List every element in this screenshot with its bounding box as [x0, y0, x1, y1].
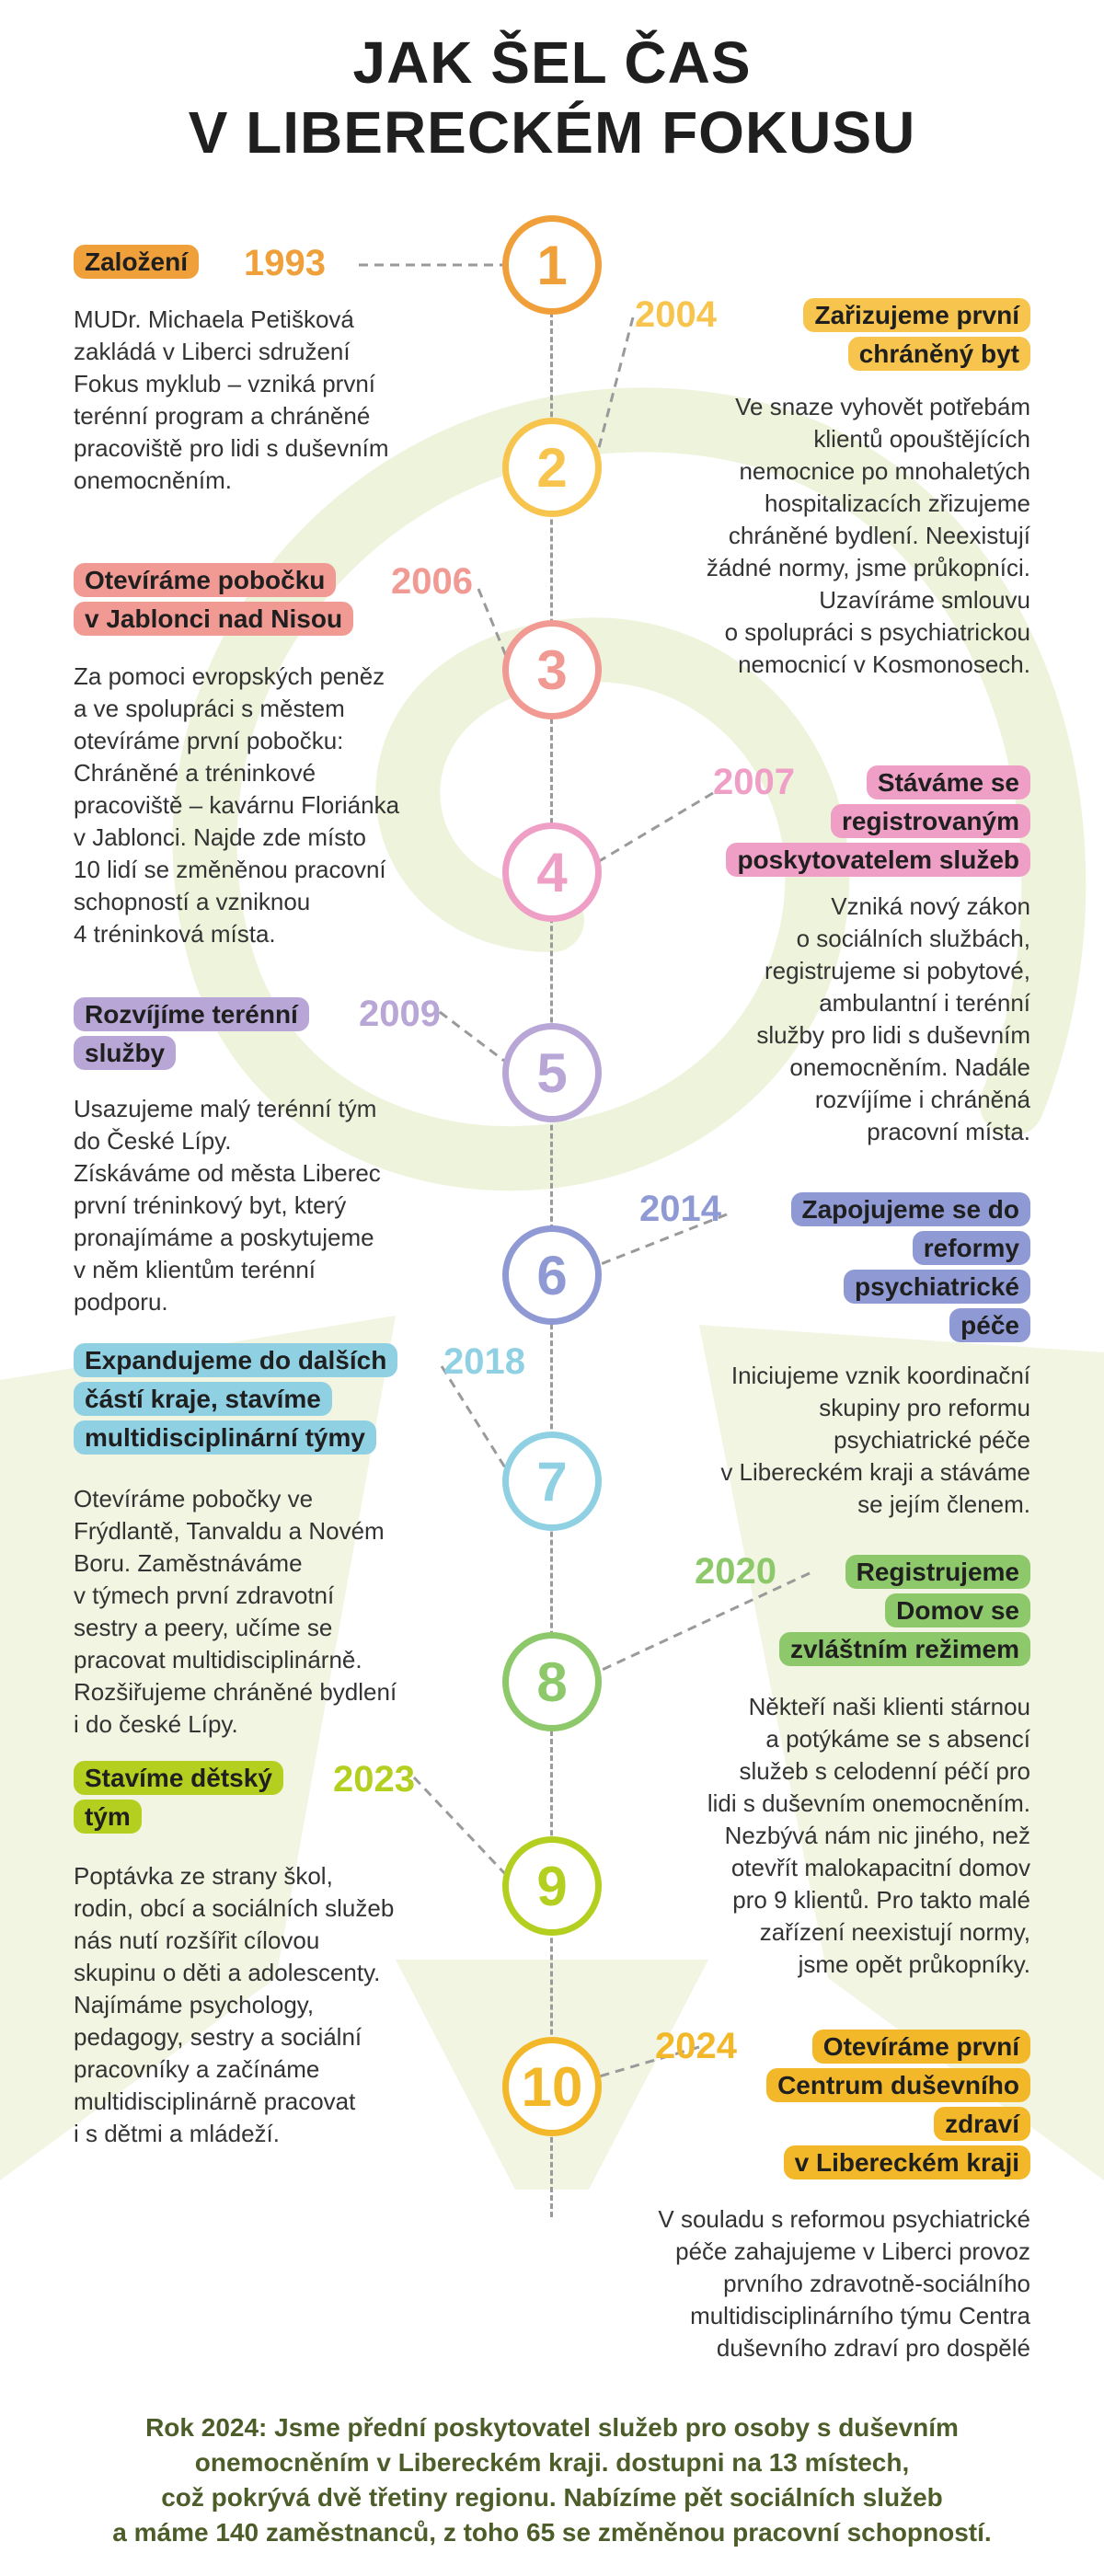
description-line: Iniciujeme vznik koordinační	[730, 1362, 1030, 1389]
milestone-circle: 5	[502, 1023, 602, 1122]
milestone-badge-line	[779, 1553, 1030, 1592]
milestone-badge-text: registrovaným	[831, 804, 1030, 838]
milestone-badge-text: Domov se	[885, 1593, 1030, 1627]
milestone-badge-line	[726, 841, 1030, 880]
milestone-badge-line	[791, 1229, 1031, 1268]
description-line: v něm klientům terénní	[74, 1256, 316, 1283]
description-line: otevřít malokapacitní domov	[730, 1854, 1030, 1881]
milestone-description	[707, 1691, 1030, 1981]
footer-line: onemocněním v Libereckém kraji. dostupni na 13 místech,	[194, 2448, 910, 2477]
description-line: ambulantní i terénní	[819, 989, 1030, 1017]
milestone-badge	[726, 764, 1030, 880]
description-line: onemocněním. Nadále	[789, 1053, 1030, 1081]
milestone-badge	[74, 1759, 283, 1836]
description-line: sestry a peery, učíme se	[74, 1614, 333, 1641]
description-line: pracovníky a začínáme	[74, 2055, 320, 2083]
description-line: o spolupráci s psychiatrickou	[724, 618, 1030, 646]
milestone-badge-text: tým	[74, 1800, 142, 1834]
milestone-badge-text: chráněný byt	[848, 337, 1030, 371]
description-line: pracovní místa.	[867, 1118, 1030, 1145]
milestone-badge	[779, 1553, 1030, 1669]
milestone-badge-line	[726, 764, 1030, 802]
milestone-circle: 4	[502, 822, 602, 922]
milestone-badge-text: reformy	[913, 1231, 1030, 1265]
description-line: V souladu s reformou psychiatrické	[658, 2205, 1030, 2233]
description-line: Usazujeme malý terénní tým	[74, 1095, 377, 1122]
milestone-connector	[478, 589, 508, 661]
description-line: v Libereckém kraji a stáváme	[720, 1458, 1030, 1486]
description-line: hospitalizacích zřizujeme	[764, 489, 1030, 517]
milestone-badge-text: Registrujeme	[845, 1555, 1030, 1589]
footer-line: což pokrývá dvě třetiny regionu. Nabízíme pět sociálních služeb	[161, 2483, 943, 2512]
description-line: Fokus myklub – vzniká první	[74, 370, 376, 397]
milestone-badge-line	[74, 600, 353, 638]
description-line: rodin, obcí a sociálních služeb	[74, 1894, 395, 1922]
title-line-1: JAK ŠEL ČAS	[352, 29, 752, 96]
description-line: Vzniká nový zákon	[831, 892, 1030, 920]
description-line: Boru. Zaměstnáváme	[74, 1549, 303, 1577]
milestone-year: 2009	[359, 994, 441, 1034]
milestone-badge-text: Stavíme dětský	[74, 1761, 283, 1795]
milestone-badge-line	[803, 296, 1030, 335]
milestone-year: 2004	[635, 294, 717, 335]
milestone-year: 2007	[713, 762, 795, 802]
milestone-badge-text: zdraví	[934, 2107, 1030, 2141]
milestone-circle: 10	[502, 2037, 602, 2136]
milestone-description	[74, 304, 388, 497]
milestone-badge-line	[791, 1190, 1031, 1229]
milestone-connector	[414, 1777, 508, 1877]
milestone-description	[707, 391, 1030, 681]
milestone-badge-line	[779, 1592, 1030, 1630]
description-line: i do české Lípy.	[74, 1710, 238, 1738]
description-line: Za pomoci evropských peněz	[74, 662, 385, 690]
milestone-badge-text: Expandujeme do dalších	[74, 1343, 397, 1377]
milestone-badge-text: Založení	[74, 245, 199, 279]
milestone-badge	[74, 995, 309, 1073]
milestone-badge-text: částí kraje, stavíme	[74, 1382, 332, 1416]
milestone-badge	[74, 243, 199, 282]
milestone-badge	[766, 2028, 1030, 2182]
description-line: Poptávka ze strany škol,	[74, 1862, 333, 1890]
milestone-circle: 6	[502, 1225, 602, 1325]
description-line: terénní program a chráněné	[74, 402, 371, 430]
milestone-badge-line	[74, 1798, 283, 1836]
description-line: Najímáme psychology,	[74, 1991, 315, 2018]
milestone-badge-line	[766, 2066, 1030, 2105]
description-line: jsme opět průkopníky.	[798, 1950, 1030, 1978]
milestone-badge-line	[766, 2028, 1030, 2066]
milestone-description	[756, 891, 1030, 1148]
description-line: služby pro lidi s duševním	[756, 1021, 1030, 1049]
milestone-badge-text: Centrum duševního	[766, 2068, 1030, 2102]
description-line: klientů opouštějících	[813, 425, 1030, 453]
description-line: otevíráme první pobočku:	[74, 727, 344, 754]
milestone-circle: 3	[502, 620, 602, 719]
milestone-description	[74, 1860, 394, 2150]
description-line: pedagogy, sestry a sociální	[74, 2023, 362, 2051]
description-line: zakládá v Liberci sdružení	[74, 338, 351, 365]
footer-line: a máme 140 zaměstnanců, z toho 65 se změněnou pracovní schopností.	[112, 2518, 992, 2547]
description-line: skupiny pro reformu	[819, 1394, 1030, 1421]
milestone-badge-text: zvláštním režimem	[779, 1632, 1030, 1666]
milestone-badge	[74, 1341, 397, 1457]
footer-line: Rok 2024: Jsme přední poskytovatel služeb pro osoby s duševním	[145, 2413, 959, 2442]
milestone-circle: 7	[502, 1432, 602, 1531]
description-line: multidisciplinárně pracovat	[74, 2087, 356, 2115]
description-line: schopností a vzniknou	[74, 888, 311, 915]
title-line-2: V LIBERECKÉM FOKUSU	[188, 99, 916, 166]
milestone-badge	[791, 1190, 1031, 1345]
milestone-badge-line	[766, 2105, 1030, 2144]
milestone-badge-text: Otevíráme pobočku	[74, 563, 336, 597]
milestone-badge-text: péče	[949, 1308, 1030, 1342]
milestone-year: 2014	[639, 1189, 721, 1229]
description-line: Někteří naši klienti stárnou	[748, 1693, 1030, 1720]
description-line: zařízení neexistují normy,	[759, 1918, 1030, 1946]
description-line: pracovat multidisciplinárně.	[74, 1646, 362, 1673]
description-line: péče zahajujeme v Liberci provoz	[675, 2237, 1030, 2265]
description-line: Uzavíráme smlouvu	[819, 586, 1030, 614]
footer-summary	[37, 2410, 1067, 2550]
description-line: lidi s duševním onemocněním.	[707, 1789, 1030, 1817]
description-line: nemocnice po mnohaletých	[739, 457, 1030, 485]
milestone-badge-line	[74, 1380, 397, 1419]
milestone-year: 2006	[391, 561, 473, 602]
milestone-year: 2023	[333, 1759, 415, 1800]
description-line: pronajímáme a poskytujeme	[74, 1224, 374, 1251]
milestone-description	[720, 1360, 1030, 1521]
description-line: nás nutí rozšířit cílovou	[74, 1926, 320, 1954]
milestone-circle: 8	[502, 1632, 602, 1731]
milestone-year: 2020	[695, 1551, 776, 1592]
description-line: i s dětmi a mládeží.	[74, 2120, 280, 2147]
description-line: psychiatrické péče	[834, 1426, 1030, 1454]
milestone-badge-text: Stáváme se	[867, 765, 1030, 799]
description-line: pracoviště pro lidi s duševním	[74, 434, 389, 462]
description-line: pro 9 klientů. Pro takto malé	[732, 1886, 1030, 1914]
milestone-badge	[74, 561, 353, 638]
description-line: registrujeme si pobytové,	[764, 957, 1030, 984]
milestone-circle: 9	[502, 1836, 602, 1936]
description-line: Rozšiřujeme chráněné bydlení	[74, 1678, 397, 1706]
milestone-badge-line	[791, 1268, 1031, 1306]
description-line: do České Lípy.	[74, 1127, 232, 1155]
description-line: Nezbývá nám nic jiného, než	[724, 1822, 1030, 1849]
description-line: a ve spolupráci s městem	[74, 695, 345, 722]
milestone-badge-line	[779, 1630, 1030, 1669]
milestone-badge-line	[803, 335, 1030, 374]
milestone-badge-text: Rozvíjíme terénní	[74, 997, 309, 1031]
description-line: prvního zdravotně-sociálního	[723, 2270, 1030, 2297]
milestone-circle: 1	[502, 215, 602, 315]
description-line: rozvíjíme i chráněná	[814, 1086, 1030, 1113]
milestone-badge-text: služby	[74, 1036, 176, 1070]
milestone-description	[74, 1093, 381, 1318]
milestone-year: 2024	[655, 2026, 737, 2066]
description-line: v Jablonci. Najde zde místo	[74, 823, 366, 851]
description-line: Získáváme od města Liberec	[74, 1159, 381, 1187]
description-line: multidisciplinárního týmu Centra	[690, 2302, 1030, 2329]
description-line: skupinu o děti a adolescenty.	[74, 1959, 381, 1986]
milestone-badge-line	[74, 995, 309, 1034]
description-line: a potýkáme se s absencí	[765, 1725, 1030, 1753]
description-line: Ve snaze vyhovět potřebám	[735, 393, 1030, 420]
milestone-badge-text: poskytovatelem služeb	[726, 843, 1030, 877]
milestone-badge-text: Zařizujeme první	[803, 298, 1030, 332]
milestone-description	[74, 661, 399, 950]
milestone-connector	[440, 1012, 508, 1064]
milestone-year: 2018	[443, 1341, 525, 1382]
description-line: se jejím členem.	[857, 1490, 1030, 1518]
milestone-description	[658, 2203, 1030, 2364]
page-title	[0, 28, 1104, 167]
description-line: pracoviště – kavárnu Floriánka	[74, 791, 400, 819]
milestone-circle: 2	[502, 418, 602, 517]
description-line: duševního zdraví pro dospělé	[716, 2334, 1030, 2362]
description-line: o sociálních službách,	[796, 925, 1030, 952]
milestone-badge-line	[74, 1759, 283, 1798]
milestone-badge-line	[766, 2144, 1030, 2182]
description-line: žádné normy, jsme průkopníci.	[706, 554, 1030, 581]
description-line: nemocnicí v Kosmonosech.	[738, 650, 1030, 678]
milestone-badge-line	[74, 243, 199, 282]
milestone-badge	[803, 296, 1030, 374]
description-line: Otevíráme pobočky ve	[74, 1485, 314, 1512]
description-line: Chráněné a tréninkové	[74, 759, 316, 787]
milestone-badge-text: multidisciplinární týmy	[74, 1420, 376, 1455]
milestone-badge-text: psychiatrické	[844, 1270, 1030, 1304]
milestone-connector	[596, 317, 633, 458]
description-line: Frýdlantě, Tanvaldu a Novém	[74, 1517, 385, 1545]
milestone-badge-text: v Jablonci nad Nisou	[74, 602, 353, 636]
milestone-badge-line	[74, 1341, 397, 1380]
description-line: podporu.	[74, 1288, 168, 1316]
milestone-badge-text: v Libereckém kraji	[784, 2145, 1030, 2179]
milestone-description	[74, 1483, 397, 1741]
description-line: 10 lidí se změněnou pracovní	[74, 856, 386, 883]
milestone-badge-line	[74, 1034, 309, 1073]
description-line: onemocněním.	[74, 466, 232, 494]
description-line: 4 tréninková místa.	[74, 920, 276, 948]
milestone-badge-line	[74, 1419, 397, 1457]
description-line: služeb s celodenní péčí pro	[739, 1757, 1030, 1785]
milestone-year: 1993	[244, 243, 326, 283]
milestone-badge-line	[726, 802, 1030, 841]
description-line: MUDr. Michaela Petišková	[74, 305, 354, 333]
milestone-badge-text: Zapojujeme se do	[791, 1192, 1031, 1226]
description-line: chráněné bydlení. Neexistují	[728, 522, 1030, 549]
description-line: v týmech první zdravotní	[74, 1581, 335, 1609]
milestone-badge-line	[791, 1306, 1031, 1345]
milestone-badge-text: Otevíráme první	[812, 2030, 1030, 2064]
milestone-connector	[596, 793, 713, 863]
description-line: první tréninkový byt, který	[74, 1191, 347, 1219]
milestone-badge-line	[74, 561, 353, 600]
